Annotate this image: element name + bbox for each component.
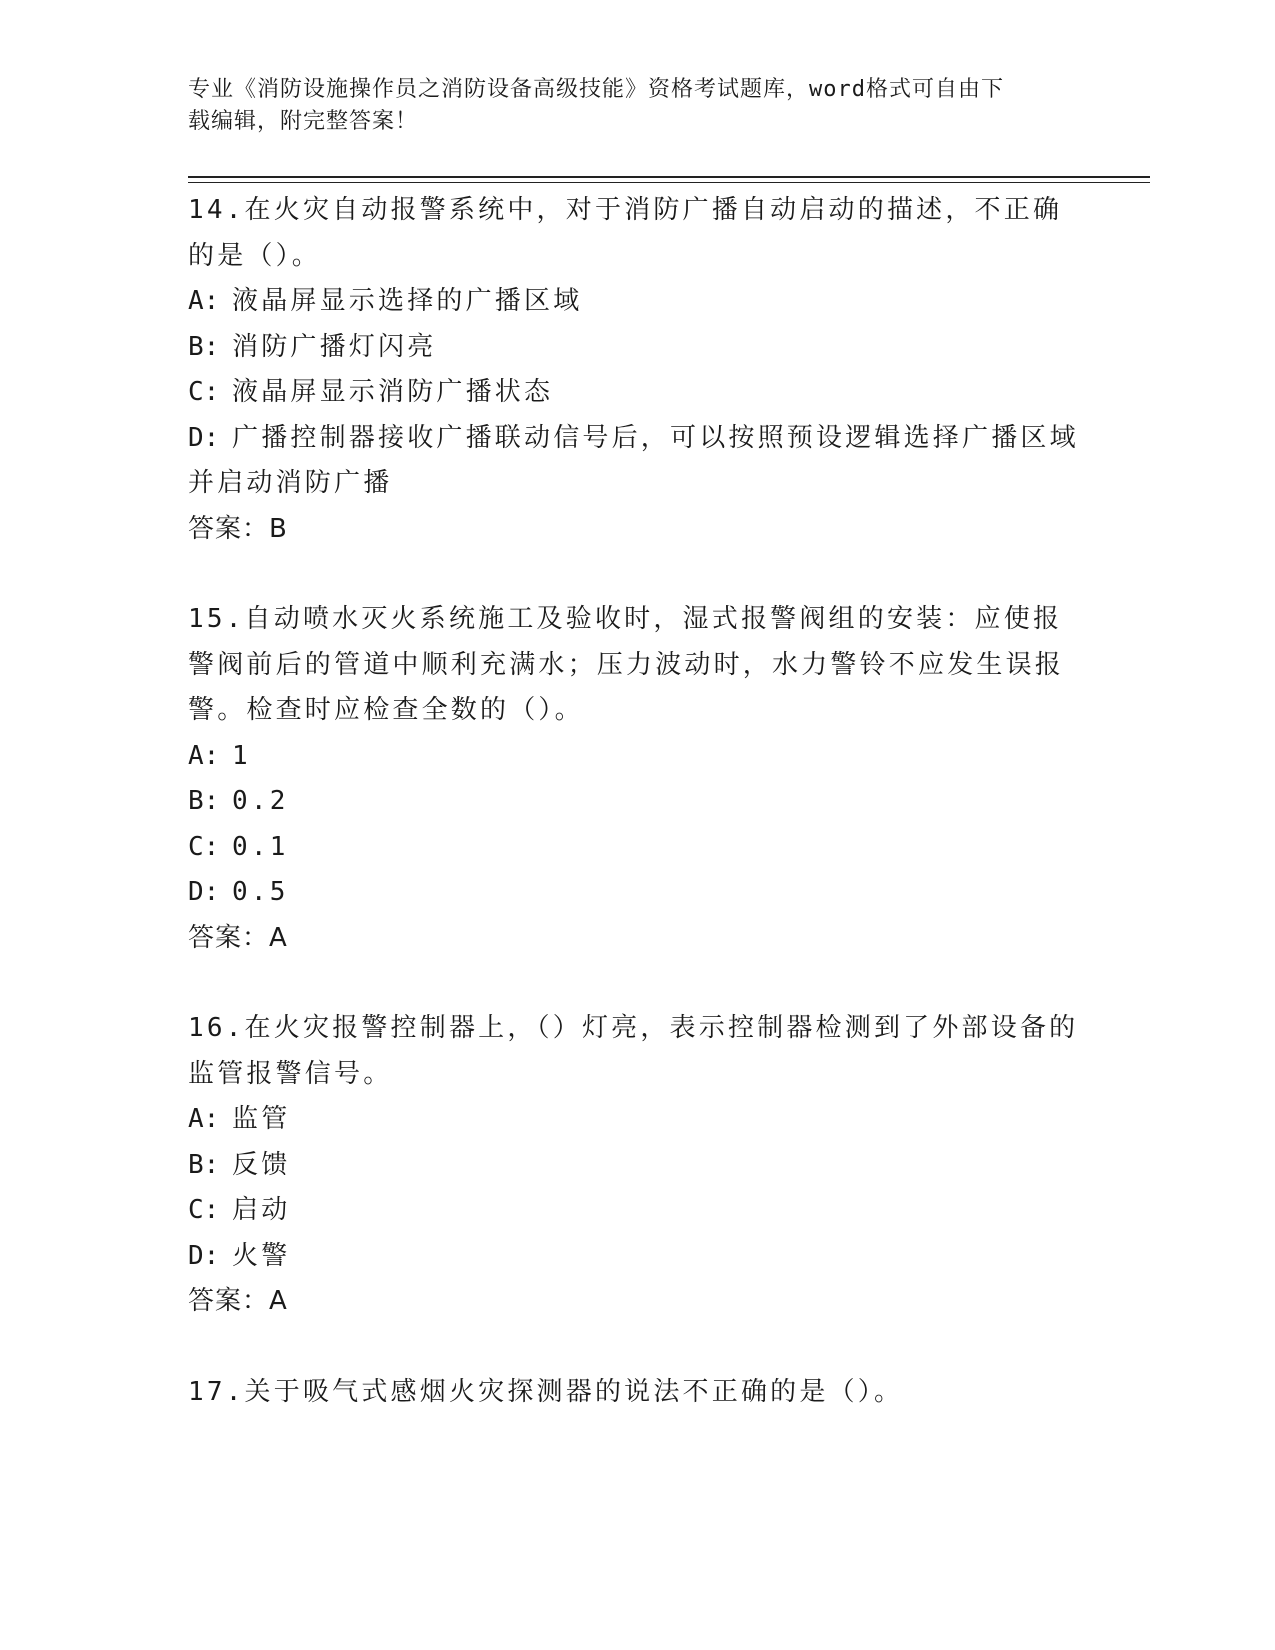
answer: 答案：B — [188, 513, 288, 544]
option-text: 0.2 — [232, 786, 289, 816]
question-list — [188, 188, 1088, 1415]
option-key: C: — [188, 377, 220, 407]
option-d — [188, 1234, 1088, 1280]
option-text: 广播控制器接收广播联动信号后，可以按照预设逻辑选择广播区域并启动消防广播 — [188, 422, 1079, 498]
question-15 — [188, 597, 1088, 961]
option-d — [188, 870, 1088, 916]
option-text: 液晶屏显示消防广播状态 — [232, 377, 554, 407]
question-text: 17.关于吸气式感烟火灾探测器的说法不正确的是（）。 — [188, 1376, 904, 1407]
option-b — [188, 1143, 1088, 1189]
option-key: C: — [188, 1195, 220, 1225]
question-17 — [188, 1370, 1088, 1416]
option-b — [188, 325, 1088, 371]
option-d — [188, 416, 1088, 507]
question-text: 16.在火灾报警控制器上，（）灯亮，表示控制器检测到了外部设备的监管报警信号。 — [188, 1013, 1079, 1089]
header-rule-thick — [188, 176, 1150, 178]
option-text: 0.5 — [232, 877, 289, 907]
option-c — [188, 370, 1088, 416]
question-spacer — [188, 1325, 1088, 1370]
option-key: D: — [188, 422, 220, 453]
option-key: C: — [188, 831, 220, 862]
option-c — [188, 1188, 1088, 1234]
option-b — [188, 779, 1088, 825]
question-spacer — [188, 552, 1088, 597]
question-text: 15.自动喷水灭火系统施工及验收时，湿式报警阀组的安装：应使报警阀前后的管道中顺利充满水；压力波动时，水力警铃不应发生误报警。检查时应检查全数的（）。 — [188, 604, 1065, 725]
option-key: B: — [188, 1149, 220, 1180]
option-key: A: — [188, 740, 220, 771]
option-a — [188, 1097, 1088, 1143]
header-line-1: 专业《消防设施操作员之消防设备高级技能》资格考试题库，word格式可自由下 — [188, 77, 1004, 102]
answer: 答案：A — [188, 1286, 288, 1316]
option-key: A: — [188, 1104, 220, 1134]
option-text: 液晶屏显示选择的广播区域 — [232, 286, 583, 316]
option-a — [188, 734, 1088, 780]
header-rule-thin — [188, 182, 1150, 183]
option-text: 0.1 — [232, 831, 289, 862]
option-text: 1 — [232, 740, 251, 771]
question-14 — [188, 188, 1088, 552]
question-text: 14.在火灾自动报警系统中，对于消防广播自动启动的描述，不正确的是（）。 — [188, 195, 1063, 271]
answer: 答案：A — [188, 922, 288, 953]
option-text: 启动 — [232, 1195, 291, 1225]
option-text: 反馈 — [232, 1149, 291, 1180]
option-text: 监管 — [232, 1104, 291, 1134]
header-line-2: 载编辑，附完整答案！ — [188, 109, 419, 134]
document-header — [188, 74, 1088, 138]
option-text: 火警 — [232, 1240, 291, 1271]
option-a — [188, 279, 1088, 325]
option-key: B: — [188, 331, 220, 362]
option-c — [188, 825, 1088, 871]
question-16 — [188, 1006, 1088, 1325]
option-key: D: — [188, 877, 220, 907]
option-key: B: — [188, 786, 220, 816]
option-key: A: — [188, 286, 220, 316]
question-spacer — [188, 961, 1088, 1006]
option-text: 消防广播灯闪亮 — [232, 331, 437, 362]
option-key: D: — [188, 1240, 220, 1271]
